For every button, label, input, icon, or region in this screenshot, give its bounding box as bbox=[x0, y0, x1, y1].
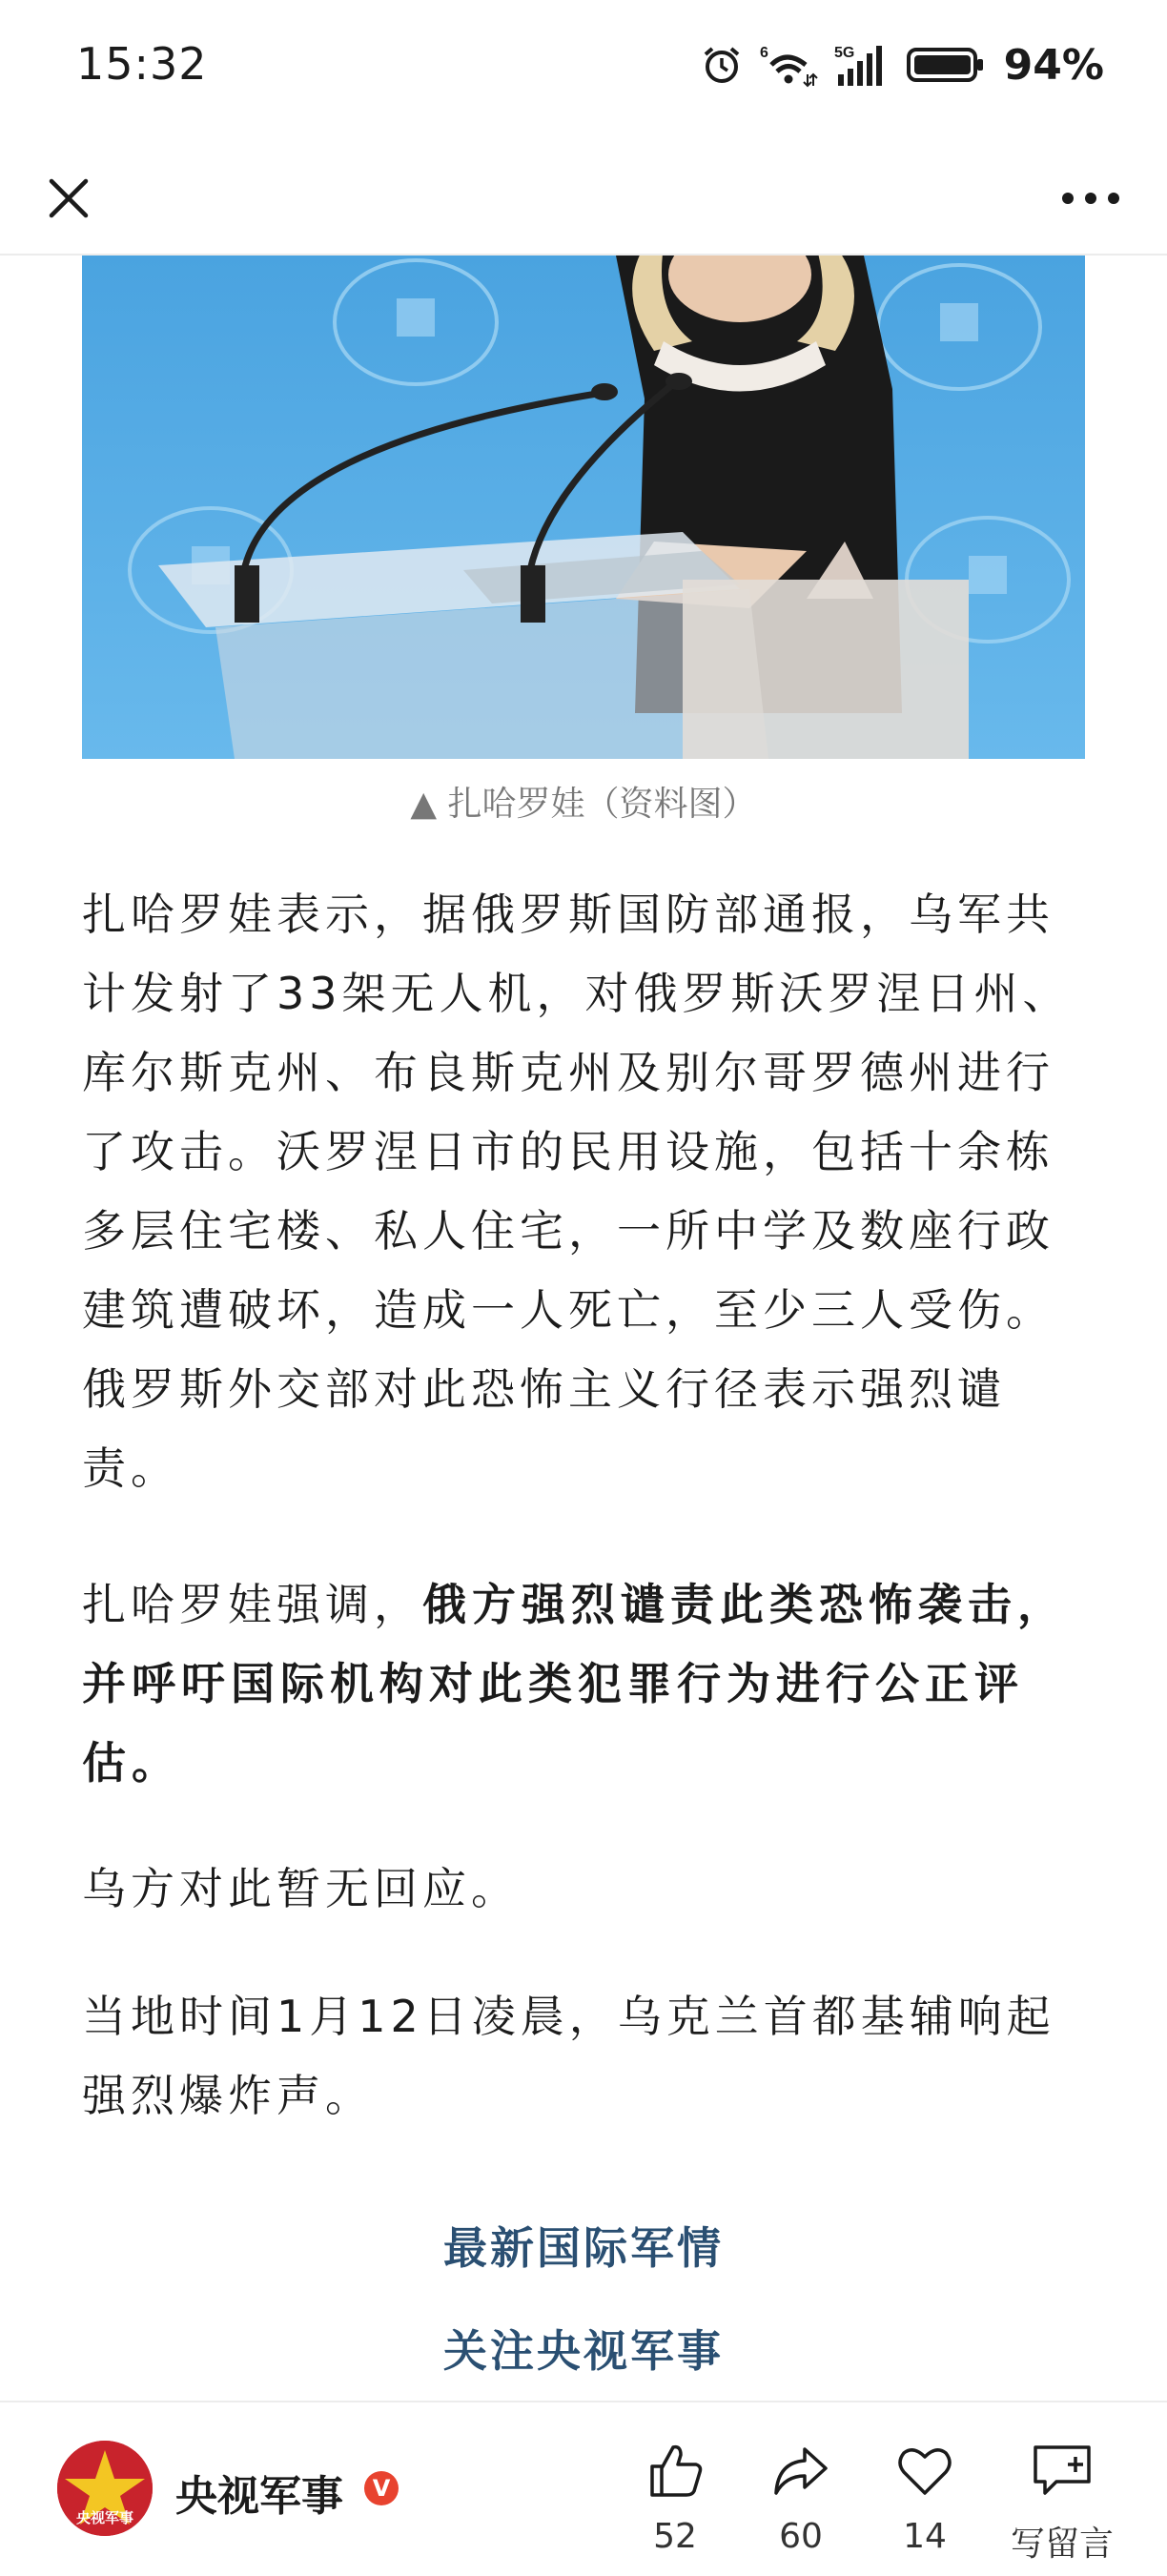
text-line: 扎哈罗娃强调， bbox=[82, 1579, 422, 1630]
avatar[interactable] bbox=[57, 2441, 153, 2536]
share-count: 60 bbox=[779, 2517, 823, 2556]
signal-badge: 5G bbox=[833, 45, 855, 61]
text-line: 当地时间1月12日凌晨，乌克兰首都基辅响起 bbox=[82, 1991, 1055, 2042]
promo-link-follow[interactable]: 关注央视军事 bbox=[443, 2325, 724, 2377]
bold-text-line: 估。 bbox=[82, 1737, 181, 1789]
text-line: 责。 bbox=[82, 1442, 179, 1494]
alarm-icon bbox=[701, 44, 743, 86]
close-button[interactable] bbox=[34, 164, 103, 233]
more-icon bbox=[1060, 191, 1121, 206]
heart-icon bbox=[894, 2440, 955, 2501]
bold-text-line: 并呼吁国际机构对此类犯罪行为进行公正评 bbox=[82, 1658, 1024, 1709]
thumbs-up-icon bbox=[645, 2440, 706, 2501]
article-paragraph-4 bbox=[82, 1977, 1089, 2136]
share-icon bbox=[770, 2440, 831, 2501]
write-comment-button[interactable] bbox=[995, 2437, 1129, 2566]
article-paragraph-2 bbox=[82, 1565, 1089, 1803]
status-time: 15:32 bbox=[76, 38, 208, 90]
text-line: 多层住宅楼、私人住宅，一所中学及数座行政 bbox=[82, 1205, 1054, 1257]
press-briefing-photo bbox=[82, 256, 1085, 759]
like-button[interactable] bbox=[618, 2437, 732, 2556]
comment-icon bbox=[1030, 2440, 1095, 2501]
avatar-text: 央视军事 bbox=[75, 2509, 134, 2526]
wifi-icon bbox=[758, 42, 819, 88]
verified-badge: V bbox=[364, 2471, 399, 2505]
favorite-count: 14 bbox=[903, 2517, 947, 2556]
channel-logo bbox=[57, 2441, 153, 2536]
more-button[interactable] bbox=[1053, 164, 1129, 233]
signal-icon bbox=[834, 42, 891, 88]
battery-percentage: 94% bbox=[1003, 40, 1104, 90]
promo-link-latest-news[interactable]: 最新国际军情 bbox=[443, 2222, 724, 2274]
text-line: 计发射了33架无人机，对俄罗斯沃罗涅日州、 bbox=[82, 968, 1072, 1019]
text-line: 扎哈罗娃表示，据俄罗斯国防部通报，乌军共 bbox=[82, 889, 1054, 940]
article-image[interactable] bbox=[82, 256, 1085, 759]
text-line: 库尔斯克州、布良斯克州及别尔哥罗德州进行 bbox=[82, 1047, 1054, 1098]
article-paragraph-1 bbox=[82, 875, 1089, 1508]
text-line: 强烈爆炸声。 bbox=[82, 2070, 374, 2121]
battery-icon bbox=[907, 46, 985, 84]
text-line: 了攻击。沃罗涅日市的民用设施，包括十余栋 bbox=[82, 1126, 1054, 1177]
share-button[interactable] bbox=[744, 2437, 858, 2556]
status-icons bbox=[701, 40, 1104, 90]
article-paragraph-3: 乌方对此暂无回应。 bbox=[82, 1863, 520, 1914]
bottom-bar bbox=[0, 2401, 1167, 2576]
favorite-button[interactable] bbox=[868, 2437, 982, 2556]
status-bar bbox=[0, 0, 1167, 143]
like-count: 52 bbox=[653, 2517, 697, 2556]
close-icon bbox=[46, 175, 92, 221]
bold-text-line: 俄方强烈谴责此类恐怖袭击， bbox=[422, 1579, 1067, 1630]
account-name[interactable]: 央视军事 bbox=[175, 2472, 343, 2521]
wifi-badge: 6 bbox=[759, 45, 768, 61]
text-line: 俄罗斯外交部对此恐怖主义行径表示强烈谴 bbox=[82, 1363, 1006, 1415]
write-comment-label: 写留言 bbox=[1010, 2525, 1114, 2564]
image-caption: ▲ 扎哈罗娃（资料图） bbox=[410, 785, 757, 824]
top-bar bbox=[0, 143, 1167, 256]
text-line: 建筑遭破坏，造成一人死亡，至少三人受伤。 bbox=[82, 1284, 1054, 1336]
